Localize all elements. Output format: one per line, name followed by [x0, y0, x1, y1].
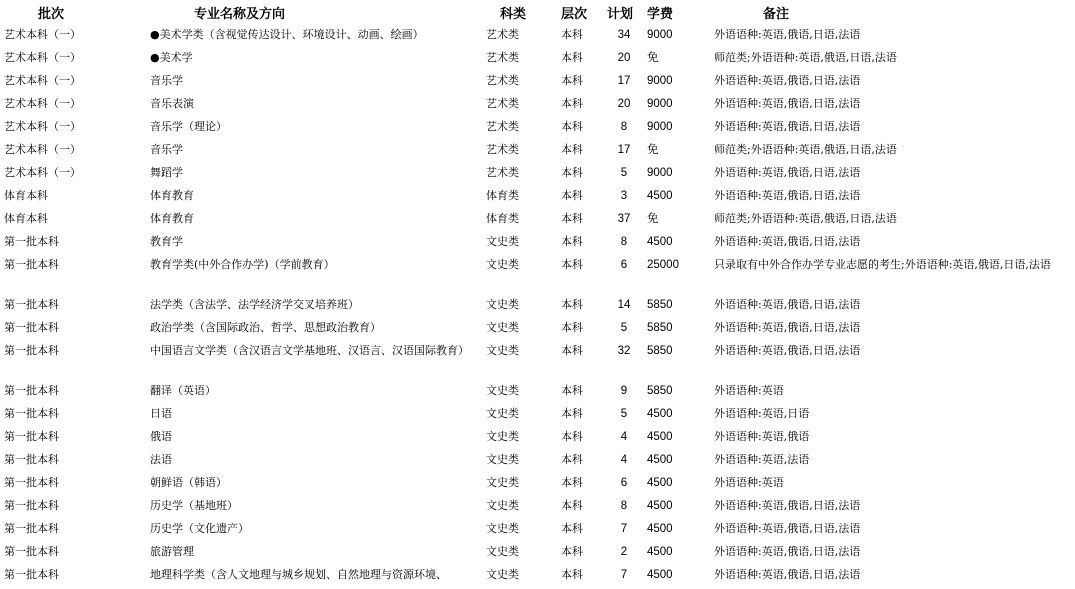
cell-plan: 37 [617, 213, 631, 225]
cell-note: 只录取有中外合作办学专业志愿的考生;外语语种:英语,俄语,日语,法语 [714, 258, 1051, 271]
table-row [0, 318, 1075, 341]
cell-plan: 34 [617, 29, 631, 41]
cell-level: 本科 [561, 522, 583, 535]
cell-plan: 17 [617, 75, 631, 87]
cell-plan: 8 [620, 500, 628, 512]
table-row [0, 542, 1075, 565]
header-note: 备注 [763, 7, 790, 22]
cell-note: 外语语种:英语 [714, 384, 784, 397]
cell-batch: 第一批本科 [4, 321, 59, 334]
cell-fee: 9000 [647, 98, 673, 110]
cell-fee: 9000 [647, 75, 673, 87]
cell-major: 日语 [150, 407, 172, 420]
cell-level: 本科 [561, 235, 583, 248]
cell-plan: 6 [620, 259, 628, 271]
cell-level: 本科 [561, 258, 583, 271]
table-row [0, 565, 1075, 588]
cell-plan: 5 [620, 167, 628, 179]
table-row [0, 341, 1075, 381]
cell-note: 外语语种:英语,俄语,日语,法语 [714, 545, 861, 558]
table-row [0, 117, 1075, 140]
cell-fee: 免 [647, 52, 659, 64]
cell-level: 本科 [561, 28, 583, 41]
cell-note: 外语语种:英语,俄语,日语,法语 [714, 522, 861, 535]
cell-major: 音乐表演 [150, 97, 194, 110]
cell-batch: 艺术本科（一） [4, 120, 81, 133]
cell-plan: 17 [617, 144, 631, 156]
cell-plan: 7 [620, 569, 628, 581]
table-row [0, 295, 1075, 318]
cell-level: 本科 [561, 384, 583, 397]
cell-note: 师范类;外语语种:英语,俄语,日语,法语 [714, 51, 897, 64]
header-level: 层次 [561, 7, 588, 22]
cell-plan: 4 [620, 431, 628, 443]
cell-major: 体育教育 [150, 189, 194, 202]
cell-level: 本科 [561, 189, 583, 202]
cell-category: 文史类 [486, 258, 519, 271]
cell-category: 文史类 [486, 522, 519, 535]
cell-batch: 艺术本科（一） [4, 166, 81, 179]
table-row [0, 427, 1075, 450]
cell-fee: 9000 [647, 167, 673, 179]
cell-category: 艺术类 [486, 74, 519, 87]
cell-major: 历史学（文化遗产） [150, 522, 249, 535]
table-row [0, 163, 1075, 186]
cell-major: 教育学 [150, 235, 183, 248]
cell-note: 外语语种:英语,俄语,日语,法语 [714, 166, 861, 179]
table-row [0, 209, 1075, 232]
cell-level: 本科 [561, 166, 583, 179]
cell-level: 本科 [561, 51, 583, 64]
cell-category: 文史类 [486, 384, 519, 397]
header-plan: 计划 [607, 7, 634, 22]
cell-batch: 体育本科 [4, 212, 48, 225]
cell-plan: 8 [620, 121, 628, 133]
cell-plan: 5 [620, 408, 628, 420]
cell-batch: 第一批本科 [4, 545, 59, 558]
cell-major: 翻译（英语） [150, 384, 216, 397]
cell-batch: 艺术本科（一） [4, 74, 81, 87]
cell-level: 本科 [561, 120, 583, 133]
cell-level: 本科 [561, 476, 583, 489]
cell-category: 体育类 [486, 212, 519, 225]
cell-plan: 20 [617, 98, 631, 110]
cell-plan: 20 [617, 52, 631, 64]
cell-level: 本科 [561, 499, 583, 512]
cell-batch: 第一批本科 [4, 568, 59, 581]
table-row [0, 25, 1075, 48]
cell-category: 艺术类 [486, 120, 519, 133]
cell-fee: 4500 [647, 523, 673, 535]
cell-level: 本科 [561, 321, 583, 334]
cell-category: 文史类 [486, 298, 519, 311]
cell-batch: 第一批本科 [4, 298, 59, 311]
cell-category: 文史类 [486, 407, 519, 420]
cell-category: 艺术类 [486, 166, 519, 179]
cell-level: 本科 [561, 97, 583, 110]
cell-fee: 4500 [647, 236, 673, 248]
cell-level: 本科 [561, 430, 583, 443]
cell-batch: 第一批本科 [4, 384, 59, 397]
table-row [0, 404, 1075, 427]
table-row [0, 473, 1075, 496]
cell-fee: 5850 [647, 385, 673, 397]
cell-major: 体育教育 [150, 212, 194, 225]
cell-fee: 5850 [647, 299, 673, 311]
cell-plan: 32 [617, 345, 631, 357]
table-row [0, 94, 1075, 117]
table-row [0, 232, 1075, 255]
cell-fee: 4500 [647, 500, 673, 512]
cell-major: 音乐学 [150, 74, 183, 87]
table-row [0, 186, 1075, 209]
cell-note: 外语语种:英语,俄语,日语,法语 [714, 499, 861, 512]
cell-major: 法语 [150, 453, 172, 466]
table-header [0, 0, 1075, 25]
cell-note: 外语语种:英语,俄语,日语,法语 [714, 298, 861, 311]
header-category: 科类 [500, 7, 527, 22]
cell-batch: 体育本科 [4, 189, 48, 202]
cell-major: 地理科学类（含人文地理与城乡规划、自然地理与资源环境、 [150, 568, 447, 581]
cell-category: 文史类 [486, 499, 519, 512]
cell-category: 艺术类 [486, 97, 519, 110]
cell-fee: 4500 [647, 408, 673, 420]
cell-plan: 5 [620, 322, 628, 334]
cell-level: 本科 [561, 568, 583, 581]
header-batch: 批次 [38, 7, 65, 22]
header-fee: 学费 [647, 7, 674, 22]
cell-fee: 4500 [647, 477, 673, 489]
cell-batch: 第一批本科 [4, 258, 59, 271]
cell-level: 本科 [561, 212, 583, 225]
cell-note: 外语语种:英语,俄语,日语,法语 [714, 344, 861, 357]
cell-major: 中国语言文学类（含汉语言文学基地班、汉语言、汉语国际教育） [150, 344, 469, 357]
cell-plan: 4 [620, 454, 628, 466]
cell-note: 外语语种:英语,俄语,日语,法语 [714, 321, 861, 334]
cell-level: 本科 [561, 545, 583, 558]
cell-category: 文史类 [486, 476, 519, 489]
cell-fee: 5850 [647, 345, 673, 357]
cell-category: 体育类 [486, 189, 519, 202]
table-row [0, 450, 1075, 473]
cell-category: 文史类 [486, 568, 519, 581]
cell-category: 文史类 [486, 344, 519, 357]
cell-category: 文史类 [486, 235, 519, 248]
cell-batch: 第一批本科 [4, 344, 59, 357]
cell-major: 朝鲜语（韩语） [150, 476, 227, 489]
cell-category: 艺术类 [486, 28, 519, 41]
cell-batch: 第一批本科 [4, 453, 59, 466]
cell-category: 文史类 [486, 453, 519, 466]
cell-plan: 8 [620, 236, 628, 248]
cell-batch: 艺术本科（一） [4, 51, 81, 64]
cell-major: 旅游管理 [150, 545, 194, 558]
cell-category: 艺术类 [486, 51, 519, 64]
cell-note: 外语语种:英语,俄语,日语,法语 [714, 120, 861, 133]
cell-batch: 第一批本科 [4, 235, 59, 248]
cell-category: 艺术类 [486, 143, 519, 156]
cell-note: 外语语种:英语,日语 [714, 407, 810, 420]
cell-major: 音乐学 [150, 143, 183, 156]
cell-fee: 免 [647, 213, 659, 225]
cell-level: 本科 [561, 74, 583, 87]
cell-major: 政治学类（含国际政治、哲学、思想政治教育） [150, 321, 381, 334]
cell-fee: 4500 [647, 190, 673, 202]
cell-level: 本科 [561, 298, 583, 311]
cell-note: 外语语种:英语,俄语,日语,法语 [714, 235, 861, 248]
cell-fee: 25000 [647, 259, 679, 271]
cell-fee: 4500 [647, 431, 673, 443]
cell-fee: 4500 [647, 569, 673, 581]
cell-batch: 第一批本科 [4, 476, 59, 489]
cell-fee: 5850 [647, 322, 673, 334]
cell-major: 俄语 [150, 430, 172, 443]
cell-batch: 第一批本科 [4, 430, 59, 443]
cell-note: 师范类;外语语种:英语,俄语,日语,法语 [714, 212, 897, 225]
cell-major: 教育学类(中外合作办学)（学前教育） [150, 258, 335, 271]
cell-level: 本科 [561, 143, 583, 156]
cell-note: 外语语种:英语,俄语,日语,法语 [714, 189, 861, 202]
cell-fee: 9000 [647, 29, 673, 41]
cell-batch: 艺术本科（一） [4, 28, 81, 41]
cell-level: 本科 [561, 344, 583, 357]
cell-level: 本科 [561, 407, 583, 420]
cell-major: 音乐学（理论） [150, 120, 227, 133]
cell-note: 外语语种:英语,法语 [714, 453, 810, 466]
cell-major: 舞蹈学 [150, 166, 183, 179]
cell-note: 外语语种:英语 [714, 476, 784, 489]
cell-plan: 3 [620, 190, 628, 202]
cell-fee: 4500 [647, 546, 673, 558]
cell-note: 师范类;外语语种:英语,俄语,日语,法语 [714, 143, 897, 156]
cell-major: 法学类（含法学、法学经济学交叉培养班） [150, 298, 359, 311]
cell-category: 文史类 [486, 430, 519, 443]
cell-major: ●美术学类（含视觉传达设计、环境设计、动画、绘画） [150, 28, 424, 41]
cell-level: 本科 [561, 453, 583, 466]
cell-batch: 艺术本科（一） [4, 143, 81, 156]
header-major: 专业名称及方向 [194, 7, 286, 22]
cell-plan: 9 [620, 385, 628, 397]
cell-batch: 第一批本科 [4, 499, 59, 512]
table-row [0, 496, 1075, 519]
cell-note: 外语语种:英语,俄语,日语,法语 [714, 74, 861, 87]
cell-category: 文史类 [486, 545, 519, 558]
cell-category: 文史类 [486, 321, 519, 334]
cell-fee: 9000 [647, 121, 673, 133]
cell-fee: 4500 [647, 454, 673, 466]
header-row [0, 0, 1075, 25]
cell-note: 外语语种:英语,俄语,日语,法语 [714, 28, 861, 41]
table-row [0, 381, 1075, 404]
table-row [0, 255, 1075, 295]
cell-plan: 7 [620, 523, 628, 535]
cell-major: ●美术学 [150, 51, 193, 64]
table-row [0, 48, 1075, 71]
cell-major: 历史学（基地班） [150, 499, 238, 512]
cell-batch: 艺术本科（一） [4, 97, 81, 110]
table-row [0, 519, 1075, 542]
cell-plan: 14 [617, 299, 631, 311]
cell-plan: 2 [620, 546, 628, 558]
table-body [0, 25, 1075, 588]
cell-note: 外语语种:英语,俄语,日语,法语 [714, 97, 861, 110]
cell-batch: 第一批本科 [4, 407, 59, 420]
cell-fee: 免 [647, 144, 659, 156]
cell-note: 外语语种:英语,俄语,日语,法语 [714, 568, 861, 581]
table-row [0, 140, 1075, 163]
cell-plan: 6 [620, 477, 628, 489]
table-row [0, 71, 1075, 94]
cell-note: 外语语种:英语,俄语 [714, 430, 810, 443]
cell-batch: 第一批本科 [4, 522, 59, 535]
